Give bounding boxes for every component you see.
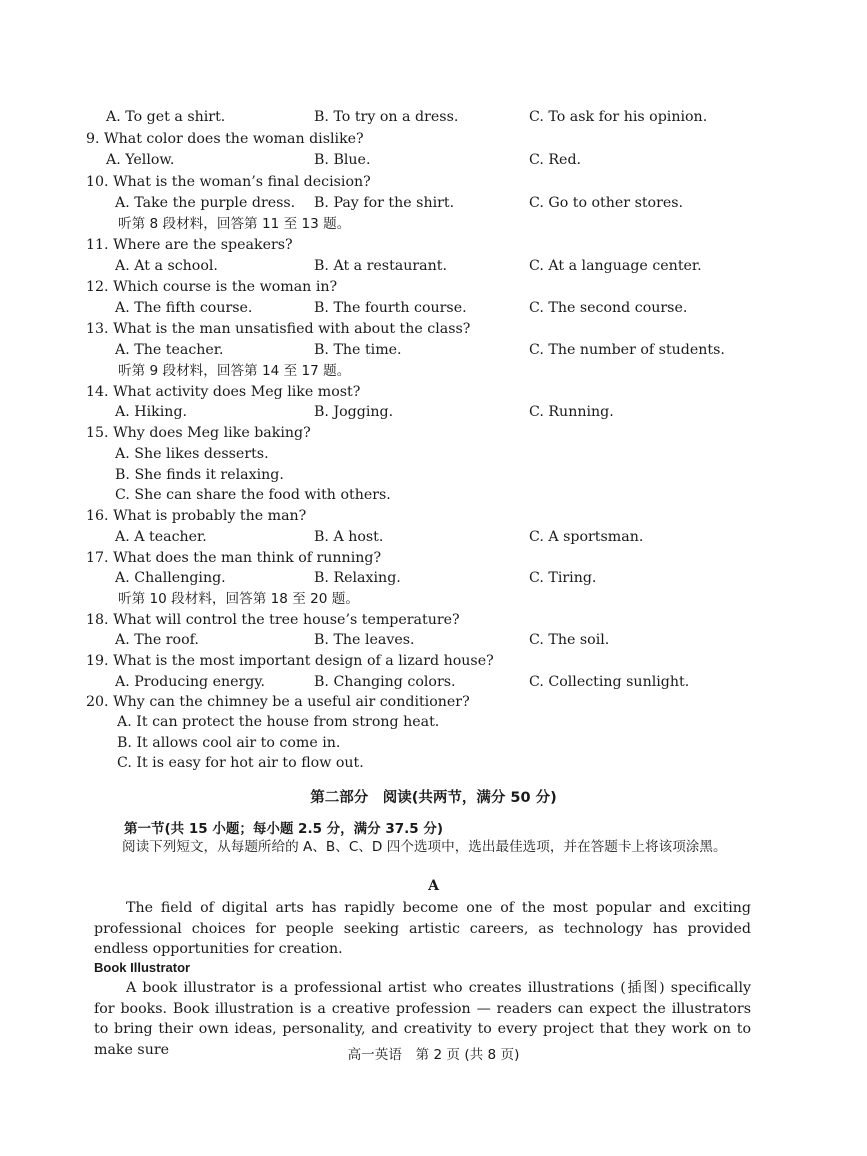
q18-option-c: C. The soil. xyxy=(529,632,610,648)
q10-option-c: C. Go to other stores. xyxy=(529,195,684,211)
q13-option-b: B. The time. xyxy=(314,342,402,358)
passage-subhead: Book Illustrator xyxy=(94,960,191,975)
passage-paragraph-2: A book illustrator is a professional artist who creates illustrations (插图) specifically for books. Book illustration is a creative profession — readers can expect the illustrators to bring their own ideas, personality, and creativity to every project that they work on to make sure xyxy=(94,980,751,1058)
q14-option-a: A. Hiking. xyxy=(115,404,188,420)
q13-option-c: C. The number of students. xyxy=(529,342,725,358)
question-20: 20. Why can the chimney be a useful air conditioner? xyxy=(86,694,470,710)
q20-option-c: C. It is easy for hot air to flow out. xyxy=(117,755,364,771)
q16-option-b: B. A host. xyxy=(314,529,384,545)
q8-option-b: B. To try on a dress. xyxy=(314,109,459,125)
question-17: 17. What does the man think of running? xyxy=(86,550,382,566)
question-18: 18. What will control the tree house’s temperature? xyxy=(86,612,460,628)
question-10: 10. What is the woman’s final decision? xyxy=(86,174,371,190)
section1-title: 第一节(共 15 小题；每小题 2.5 分，满分 37.5 分) xyxy=(124,821,444,837)
question-12: 12. Which course is the woman in? xyxy=(86,279,338,295)
q20-option-a: A. It can protect the house from strong heat. xyxy=(117,714,440,730)
q11-option-c: C. At a language center. xyxy=(529,258,702,274)
q18-option-b: B. The leaves. xyxy=(314,632,415,648)
question-9: 9. What color does the woman dislike? xyxy=(86,131,364,147)
passage-paragraph-1: The field of digital arts has rapidly become one of the most popular and exciting professional choices for people seeking artistic careers, as technology has provided endless opportunities for creation. xyxy=(94,900,751,957)
question-13: 13. What is the man unsatisfied with about the class? xyxy=(86,321,471,337)
q14-option-b: B. Jogging. xyxy=(314,404,394,420)
q20-option-b: B. It allows cool air to come in. xyxy=(117,735,341,751)
q9-option-a: A. Yellow. xyxy=(106,152,175,168)
q19-option-a: A. Producing energy. xyxy=(115,674,265,690)
q12-option-b: B. The fourth course. xyxy=(314,300,467,316)
q9-option-b: B. Blue. xyxy=(314,152,371,168)
listen-note-9: 听第 9 段材料，回答第 14 至 17 题。 xyxy=(118,363,351,379)
question-15: 15. Why does Meg like baking? xyxy=(86,425,311,441)
q8-option-a: A. To get a shirt. xyxy=(106,109,226,125)
q13-option-a: A. The teacher. xyxy=(115,342,224,358)
question-16: 16. What is probably the man? xyxy=(86,508,307,524)
q15-option-a: A. She likes desserts. xyxy=(115,446,269,462)
q17-option-a: A. Challenging. xyxy=(115,570,226,586)
q8-option-c: C. To ask for his opinion. xyxy=(529,109,708,125)
q19-option-b: B. Changing colors. xyxy=(314,674,456,690)
part2-title: 第二部分 阅读(共两节，满分 50 分) xyxy=(310,790,557,806)
q11-option-a: A. At a school. xyxy=(115,258,218,274)
q10-option-b: B. Pay for the shirt. xyxy=(314,195,455,211)
q11-option-b: B. At a restaurant. xyxy=(314,258,447,274)
q17-option-b: B. Relaxing. xyxy=(314,570,401,586)
listen-note-8: 听第 8 段材料，回答第 11 至 13 题。 xyxy=(118,216,351,232)
question-11: 11. Where are the speakers? xyxy=(86,237,293,253)
q9-option-c: C. Red. xyxy=(529,152,582,168)
q10-option-a: A. Take the purple dress. xyxy=(115,195,296,211)
page-footer: 高一英语 第 2 页 (共 8 页) xyxy=(347,1047,520,1063)
q18-option-a: A. The roof. xyxy=(115,632,199,648)
passage-letter: A xyxy=(428,878,439,894)
reading-instructions: 阅读下列短文，从每题所给的 A、B、C、D 四个选项中，选出最佳选项，并在答题卡上将该项涂黑。 xyxy=(122,839,727,855)
q12-option-c: C. The second course. xyxy=(529,300,688,316)
q16-option-c: C. A sportsman. xyxy=(529,529,644,545)
q14-option-c: C. Running. xyxy=(529,404,614,420)
listen-note-10: 听第 10 段材料，回答第 18 至 20 题。 xyxy=(118,591,359,607)
q15-option-b: B. She finds it relaxing. xyxy=(115,467,284,483)
q12-option-a: A. The fifth course. xyxy=(115,300,253,316)
q19-option-c: C. Collecting sunlight. xyxy=(529,674,690,690)
q15-option-c: C. She can share the food with others. xyxy=(115,487,391,503)
q16-option-a: A. A teacher. xyxy=(115,529,207,545)
q17-option-c: C. Tiring. xyxy=(529,570,597,586)
question-19: 19. What is the most important design of a lizard house? xyxy=(86,653,494,669)
question-14: 14. What activity does Meg like most? xyxy=(86,384,361,400)
